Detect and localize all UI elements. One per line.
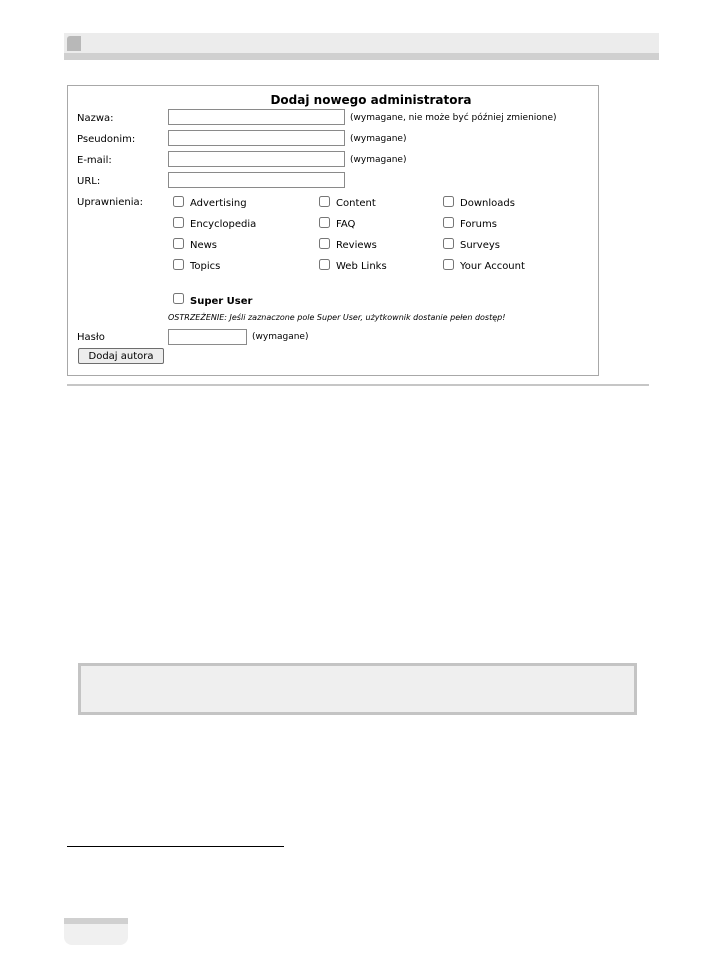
email-label: E-mail: [77, 155, 112, 166]
name-hint: (wymagane, nie może być później zmienione) [350, 113, 557, 123]
permission-label: FAQ [336, 219, 356, 230]
section-divider [67, 384, 649, 386]
footnote-rule [67, 846, 284, 847]
note-box [78, 663, 637, 715]
permission-checkbox[interactable] [443, 259, 454, 270]
permission-checkbox[interactable] [173, 238, 184, 249]
name-label: Nazwa: [77, 113, 114, 124]
permission-checkbox[interactable] [173, 259, 184, 270]
panel-title: Dodaj nowego administratora [270, 93, 472, 107]
password-hint: (wymagane) [252, 332, 309, 342]
password-label: Hasło [77, 332, 105, 343]
permission-label: News [190, 240, 218, 251]
superuser-label: Super User [190, 296, 253, 307]
permission-label: Reviews [336, 240, 377, 251]
permission-label: Content [336, 198, 376, 209]
permission-label: Encyclopedia [190, 219, 257, 230]
permission-checkbox[interactable] [443, 238, 454, 249]
permission-label: Topics [190, 261, 221, 272]
permissions-label: Uprawnienia: [77, 197, 143, 208]
permission-label: Web Links [336, 261, 387, 272]
nickname-input[interactable] [168, 130, 345, 146]
superuser-warning: OSTRZEŻENIE: Jeśli zaznaczone pole Super User, użytkownik dostanie pełen dostęp! [168, 313, 506, 322]
password-input[interactable] [168, 329, 247, 345]
permission-checkbox[interactable] [443, 196, 454, 207]
name-input[interactable] [168, 109, 345, 125]
header-bar [64, 33, 659, 53]
add-author-button[interactable]: Dodaj autora [78, 348, 164, 364]
permission-checkbox[interactable] [319, 196, 330, 207]
permission-checkbox[interactable] [173, 217, 184, 228]
permission-label: Advertising [190, 198, 247, 209]
permission-checkbox[interactable] [443, 217, 454, 228]
add-admin-panel [67, 85, 599, 376]
permission-checkbox[interactable] [319, 217, 330, 228]
permission-checkbox[interactable] [319, 238, 330, 249]
permission-label: Surveys [460, 240, 500, 251]
nickname-label: Pseudonim: [77, 134, 136, 145]
nickname-hint: (wymagane) [350, 134, 407, 144]
header-tab-marker [67, 36, 81, 51]
url-input[interactable] [168, 172, 345, 188]
url-label: URL: [77, 176, 101, 187]
page-number-tab [64, 918, 128, 945]
email-input[interactable] [168, 151, 345, 167]
permission-label: Your Account [460, 261, 525, 272]
superuser-checkbox[interactable] [173, 293, 184, 304]
header-rule [64, 53, 659, 60]
permission-label: Forums [460, 219, 497, 230]
permission-label: Downloads [460, 198, 515, 209]
email-hint: (wymagane) [350, 155, 407, 165]
permission-checkbox[interactable] [173, 196, 184, 207]
permission-checkbox[interactable] [319, 259, 330, 270]
